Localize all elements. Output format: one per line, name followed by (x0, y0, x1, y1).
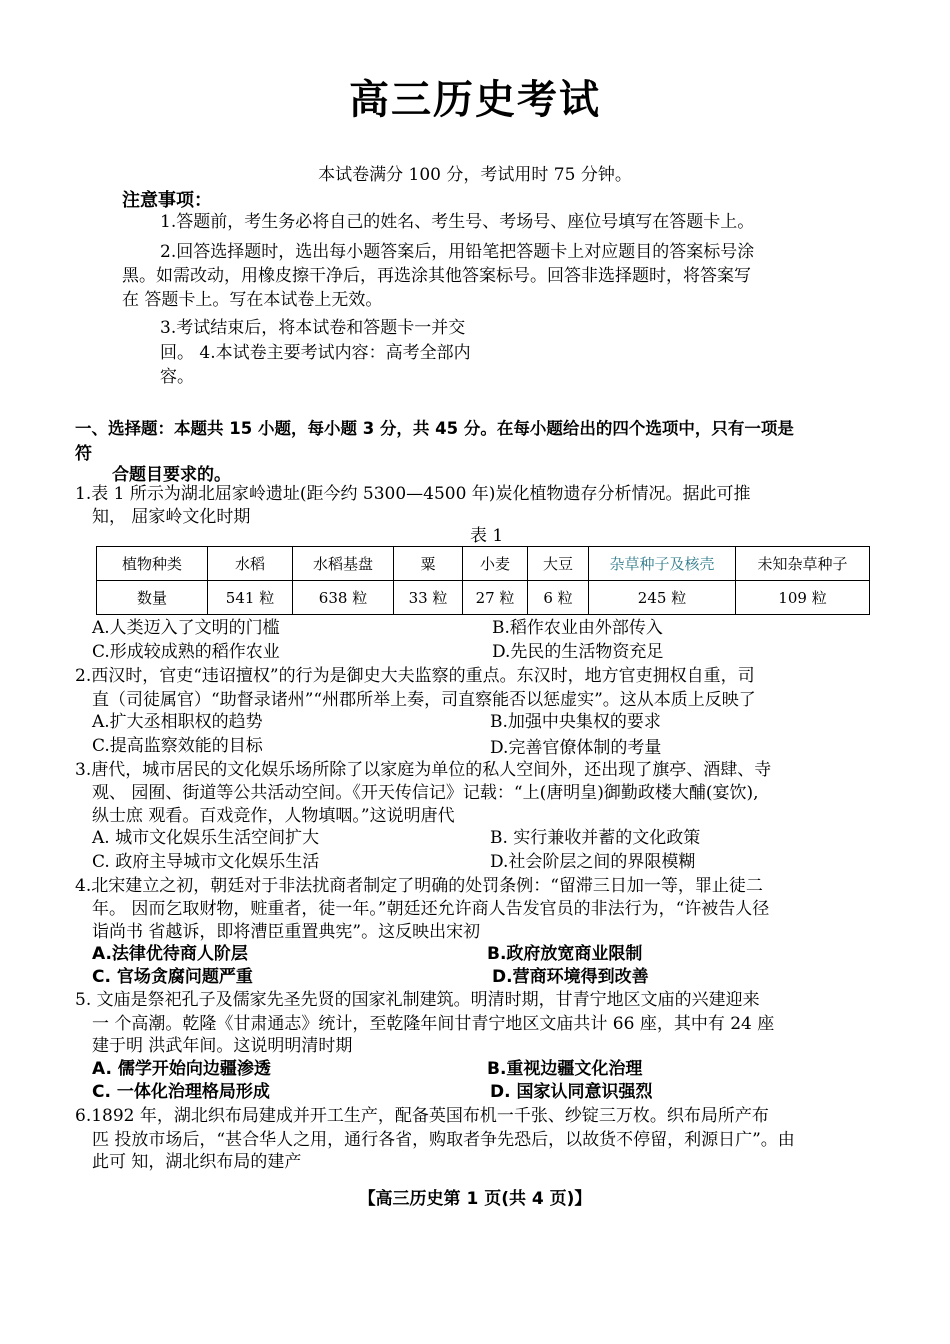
table-cell: 数量 (97, 581, 208, 615)
table-header-row (97, 547, 870, 581)
option-c: C. 一体化治理格局形成 (92, 1082, 270, 1102)
notice-line: 2.回答选择题时，选出每小题答案后，用铅笔把答题卡上对应题目的答案标号涂 (160, 242, 755, 262)
question-stem: 4.北宋建立之初，朝廷对于非法扰商者制定了明确的处罚条例：“留滞三日加一等，罪止徒二 (75, 876, 763, 896)
table-cell: 638 粒 (293, 581, 394, 615)
notice-line: 1.答题前，考生务必将自己的姓名、考生号、考场号、座位号填写在答题卡上。 (160, 212, 755, 232)
table-cell: 245 粒 (589, 581, 736, 615)
option-d: D.先民的生活物资充足 (492, 642, 664, 662)
option-b: B.政府放宽商业限制 (487, 944, 643, 964)
option-d: D.完善官僚体制的考量 (490, 738, 662, 758)
question-stem: 3.唐代，城市居民的文化娱乐场所除了以家庭为单位的私人空间外，还出现了旗亭、酒肆、寺 (75, 760, 772, 780)
page-footer: 【高三历史第 1 页(共 4 页)】 (358, 1189, 592, 1209)
question-stem: 一 个高潮。乾隆《甘肃通志》统计，至乾隆年间甘青宁地区文庙共计 66 座，其中有 24 座 (92, 1014, 775, 1034)
option-a: A.人类迈入了文明的门槛 (92, 618, 280, 638)
table-cell: 水稻基盘 (293, 547, 394, 581)
question-stem: 直（司徒属官）“助督录诸州”“州郡所举上奏，司直察能否以惩虚实”。这从本质上反映了 (92, 690, 756, 710)
question-stem: 纵士庶 观看。百戏竞作，人物填咽。”这说明唐代 (92, 806, 455, 826)
exam-info: 本试卷满分 100 分，考试用时 75 分钟。 (318, 165, 632, 185)
question-stem: 观、 园囿、街道等公共活动空间。《开天传信记》记载：“上(唐明皇)御勤政楼大酺(宴饮), (92, 783, 759, 803)
table-cell: 粟 (394, 547, 463, 581)
option-c: C. 政府主导城市文化娱乐生活 (92, 852, 320, 872)
option-a: A.法律优待商人阶层 (92, 944, 248, 964)
question-stem: 1.表 1 所示为湖北屈家岭遗址(距今约 5300—4500 年)炭化植物遗存分析情况。据此可推 (75, 484, 751, 504)
section-heading: 一、选择题：本题共 15 小题，每小题 3 分，共 45 分。在每小题给出的四个选项中，只有一项是 (75, 419, 794, 438)
section-heading-cont: 合题目要求的。 (112, 465, 231, 485)
table-cell: 109 粒 (736, 581, 870, 615)
table-cell: 6 粒 (528, 581, 589, 615)
table-cell: 小麦 (463, 547, 528, 581)
option-b: B.稻作农业由外部传入 (492, 618, 663, 638)
notice-line: 3.考试结束后，将本试卷和答题卡一并交 (160, 318, 466, 338)
question-stem: 2.西汉时，官吏“违诏擅权”的行为是御史大夫监察的重点。东汉时，地方官吏拥权自重，司 (75, 666, 755, 686)
table-cell: 水稻 (208, 547, 293, 581)
plant-remains-table (96, 546, 870, 615)
option-a: A. 儒学开始向边疆渗透 (92, 1059, 271, 1079)
question-stem: 5. 文庙是祭祀孔子及儒家先圣先贤的国家礼制建筑。明清时期，甘青宁地区文庙的兴建迎来 (75, 990, 760, 1010)
question-stem: 诣尚书 省越诉，即将漕臣重置典宪”。这反映出宋初 (92, 922, 481, 942)
option-b: B. 实行兼收并蓄的文化政策 (490, 828, 701, 848)
option-a: A.扩大丞相职权的趋势 (92, 712, 263, 732)
table-cell: 541 粒 (208, 581, 293, 615)
table-caption: 表 1 (470, 526, 504, 546)
section-heading-cont: 符 (75, 444, 92, 464)
option-b: B.重视边疆文化治理 (487, 1059, 643, 1079)
table-row (97, 581, 870, 615)
table-cell: 未知杂草种子 (736, 547, 870, 581)
notice-line: 回。 4.本试卷主要考试内容：高考全部内 (160, 343, 471, 363)
option-d: D.营商环境得到改善 (492, 967, 649, 987)
table-cell: 27 粒 (463, 581, 528, 615)
question-stem: 知， 屈家岭文化时期 (92, 507, 251, 527)
option-c: C. 官场贪腐问题严重 (92, 967, 253, 987)
option-c: C.提高监察效能的目标 (92, 736, 263, 756)
option-d: D. 国家认同意识强烈 (490, 1082, 653, 1102)
table-cell: 植物种类 (97, 547, 208, 581)
notice-line: 容。 (160, 367, 194, 387)
option-d: D.社会阶层之间的界限模糊 (490, 852, 696, 872)
notice-line: 在 答题卡上。写在本试卷上无效。 (122, 290, 383, 310)
option-b: B.加强中央集权的要求 (490, 712, 661, 732)
page-title: 高三历史考试 (349, 77, 601, 123)
question-stem: 年。 因而乞取财物，赃重者，徒一年。”朝廷还允许商人告发官员的非法行为，“许被告人径 (92, 899, 770, 919)
question-stem: 此可 知，湖北织布局的建产 (92, 1152, 302, 1172)
option-a: A. 城市文化娱乐生活空间扩大 (92, 828, 320, 848)
question-stem: 匹 投放市场后，“甚合华人之用，通行各省，购取者争先恐后，以故货不停留，利源日广”。由 (92, 1130, 795, 1150)
table-cell: 大豆 (528, 547, 589, 581)
question-stem: 建于明 洪武年间。这说明明清时期 (92, 1036, 353, 1056)
option-c: C.形成较成熟的稻作农业 (92, 642, 280, 662)
notice-heading: 注意事项： (122, 190, 212, 211)
notice-line: 黑。如需改动，用橡皮擦干净后，再选涂其他答案标号。回答非选择题时，将答案写 (122, 266, 751, 286)
question-stem: 6.1892 年，湖北织布局建成并开工生产，配备英国布机一千张、纱锭三万枚。织布局所产布 (75, 1106, 769, 1126)
table-cell: 33 粒 (394, 581, 463, 615)
table-cell: 杂草种子及核壳 (589, 547, 736, 581)
